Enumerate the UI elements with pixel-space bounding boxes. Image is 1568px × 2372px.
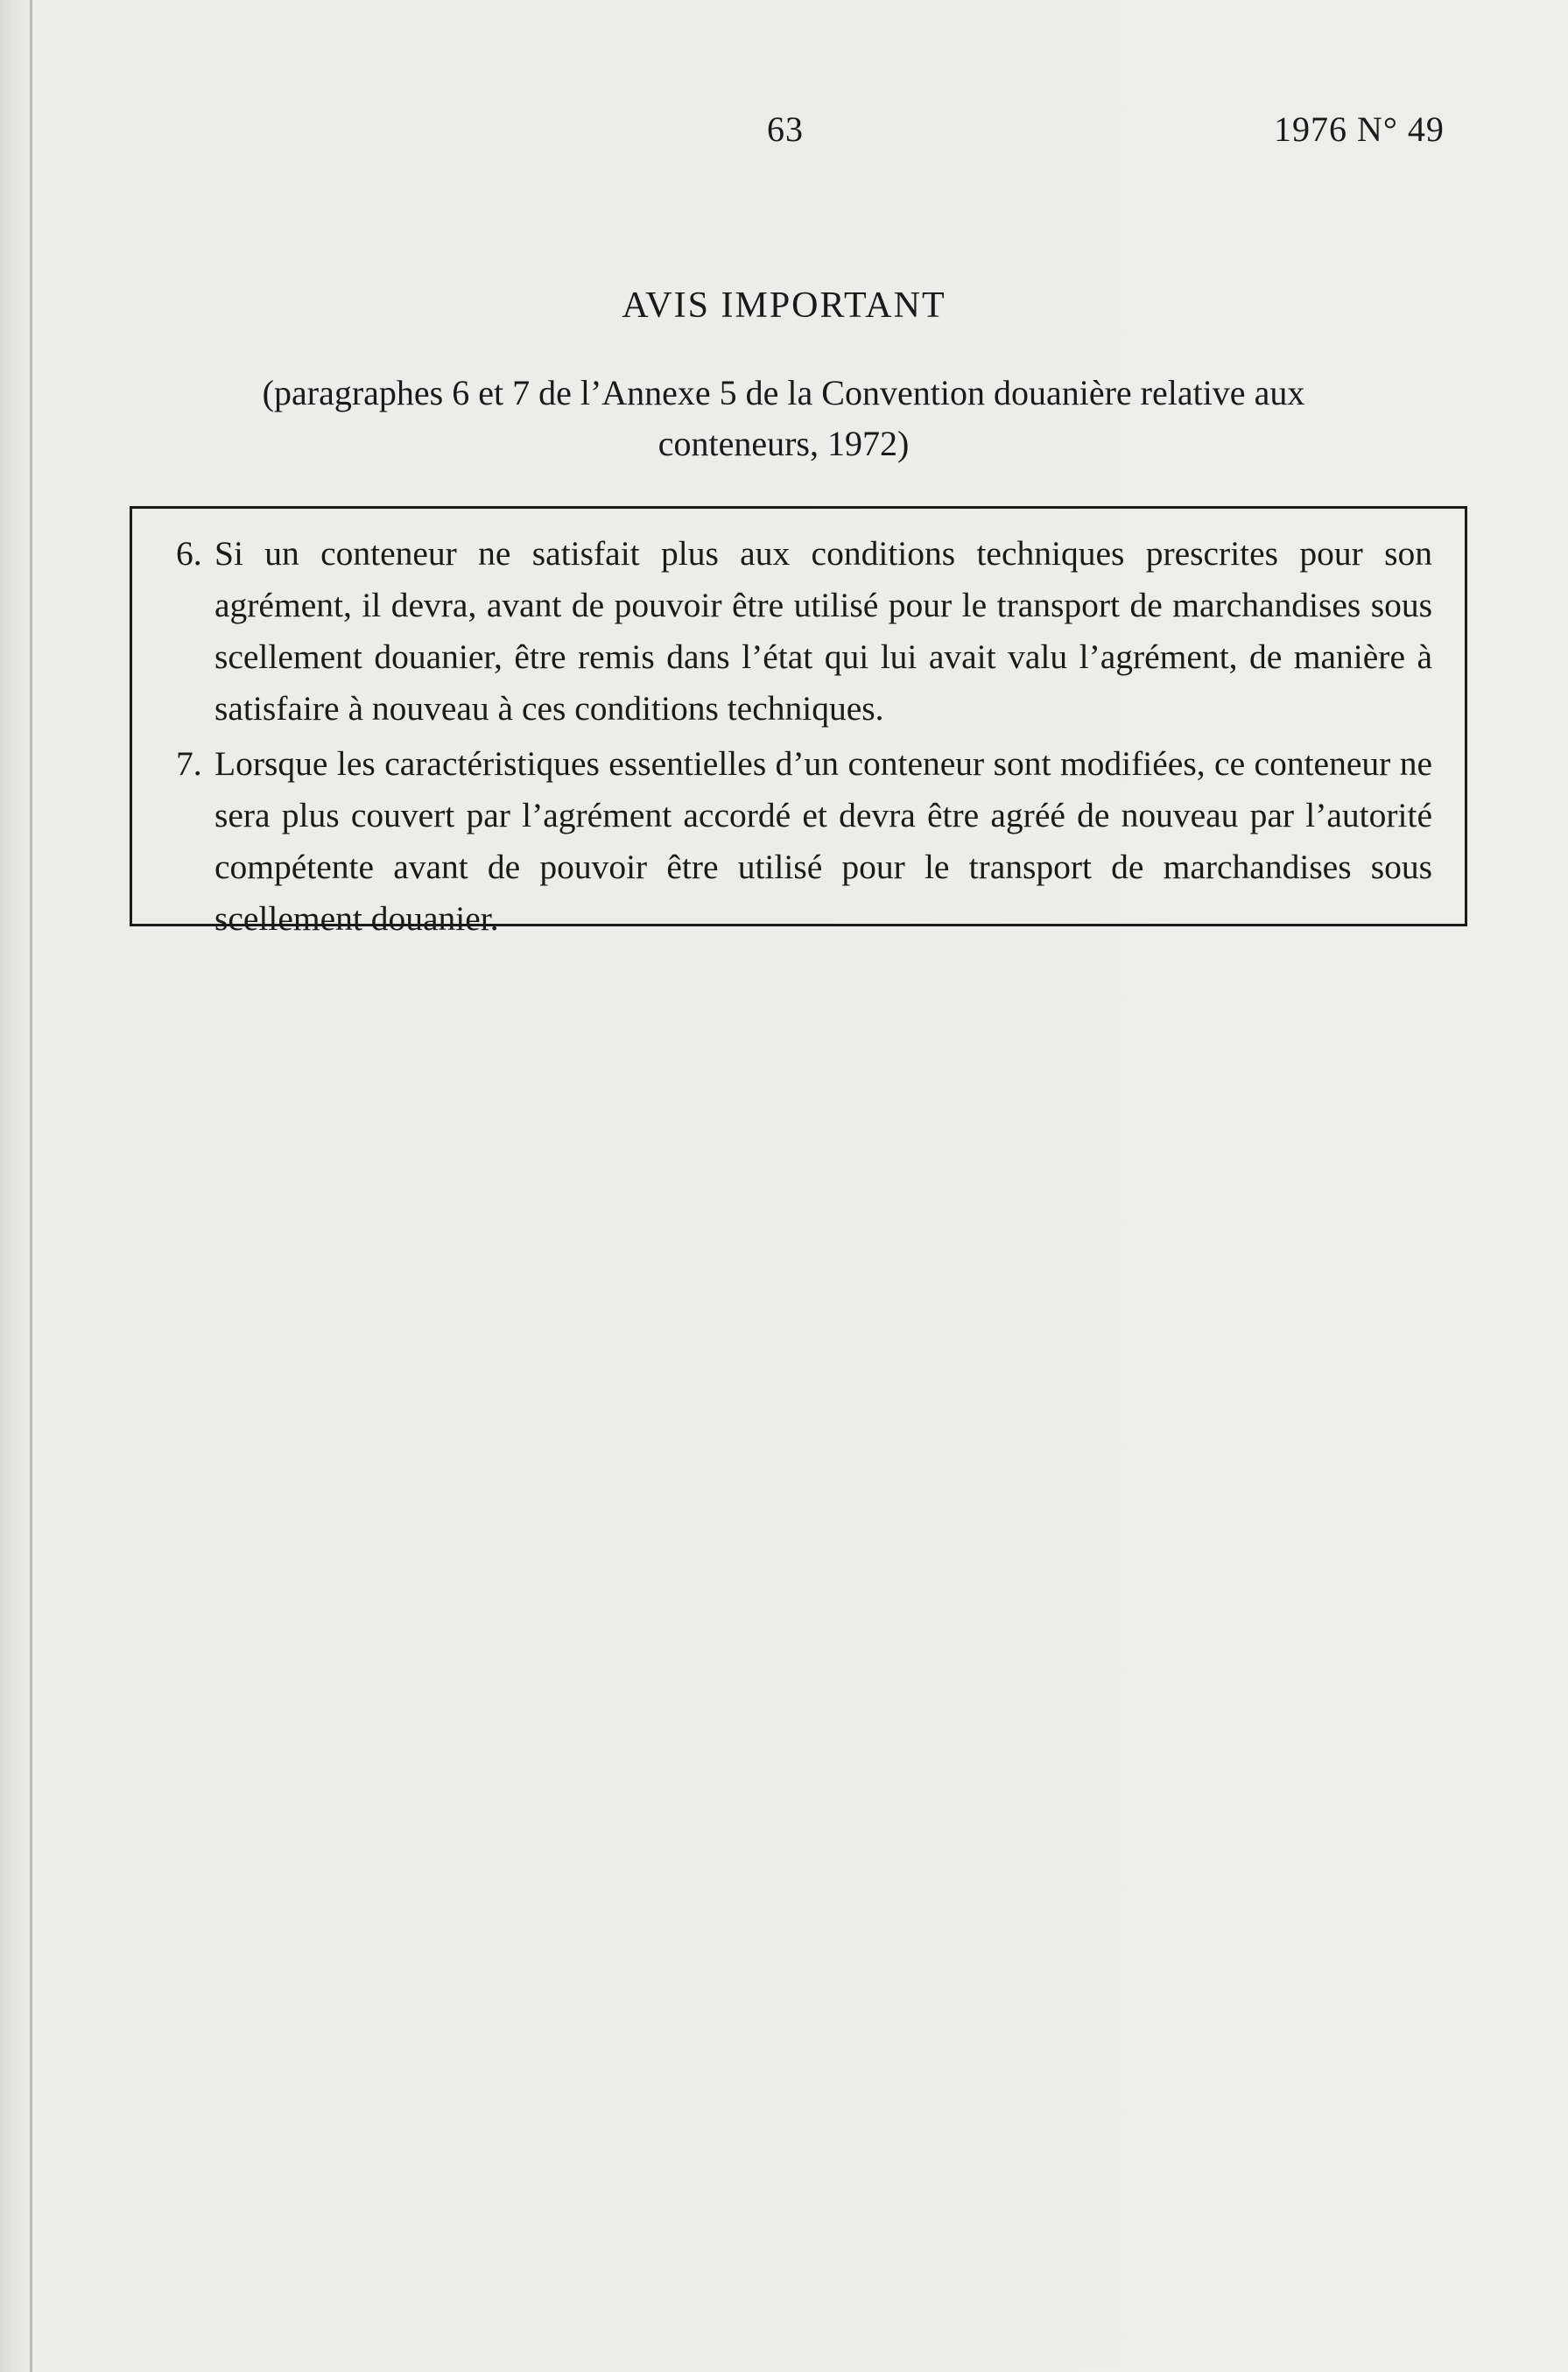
document-reference: 1976 N° 49 xyxy=(1274,109,1445,149)
notice-paragraph-7 xyxy=(176,738,1432,945)
binding-shadow xyxy=(30,0,32,2372)
page-number: 63 xyxy=(767,109,804,149)
notice-paragraph-6 xyxy=(176,528,1432,735)
page-title: AVIS IMPORTANT xyxy=(622,285,946,326)
paragraph-text: Si un conteneur ne satisfait plus aux conditions techniques prescrites pour son agrément, il devra, avant de pouvoir être utilisé pour le transport de marchandises sous scellement douanier, être remis dans l’état qui lui avait valu l’agrément, de manière à satisfaire à nouveau à ces conditions techniques. xyxy=(214,534,1432,728)
page-subtitle: (paragraphes 6 et 7 de l’Annexe 5 de la Convention douanière relative aux conteneurs, 1972) xyxy=(262,373,1305,463)
paragraph-number: 7. xyxy=(176,744,202,783)
notice-box xyxy=(130,506,1467,938)
paragraph-text: Lorsque les caractéristiques essentielles d’un conteneur sont modifiées, ce conteneur ne sera plus couvert par l’agrément accordé et devra être agréé de nouveau par l’autorité compétente avant de pouvoir être utilisé pour le transport de marchandises sous scellement douanier. xyxy=(214,744,1432,938)
paragraph-number: 6. xyxy=(176,534,202,573)
